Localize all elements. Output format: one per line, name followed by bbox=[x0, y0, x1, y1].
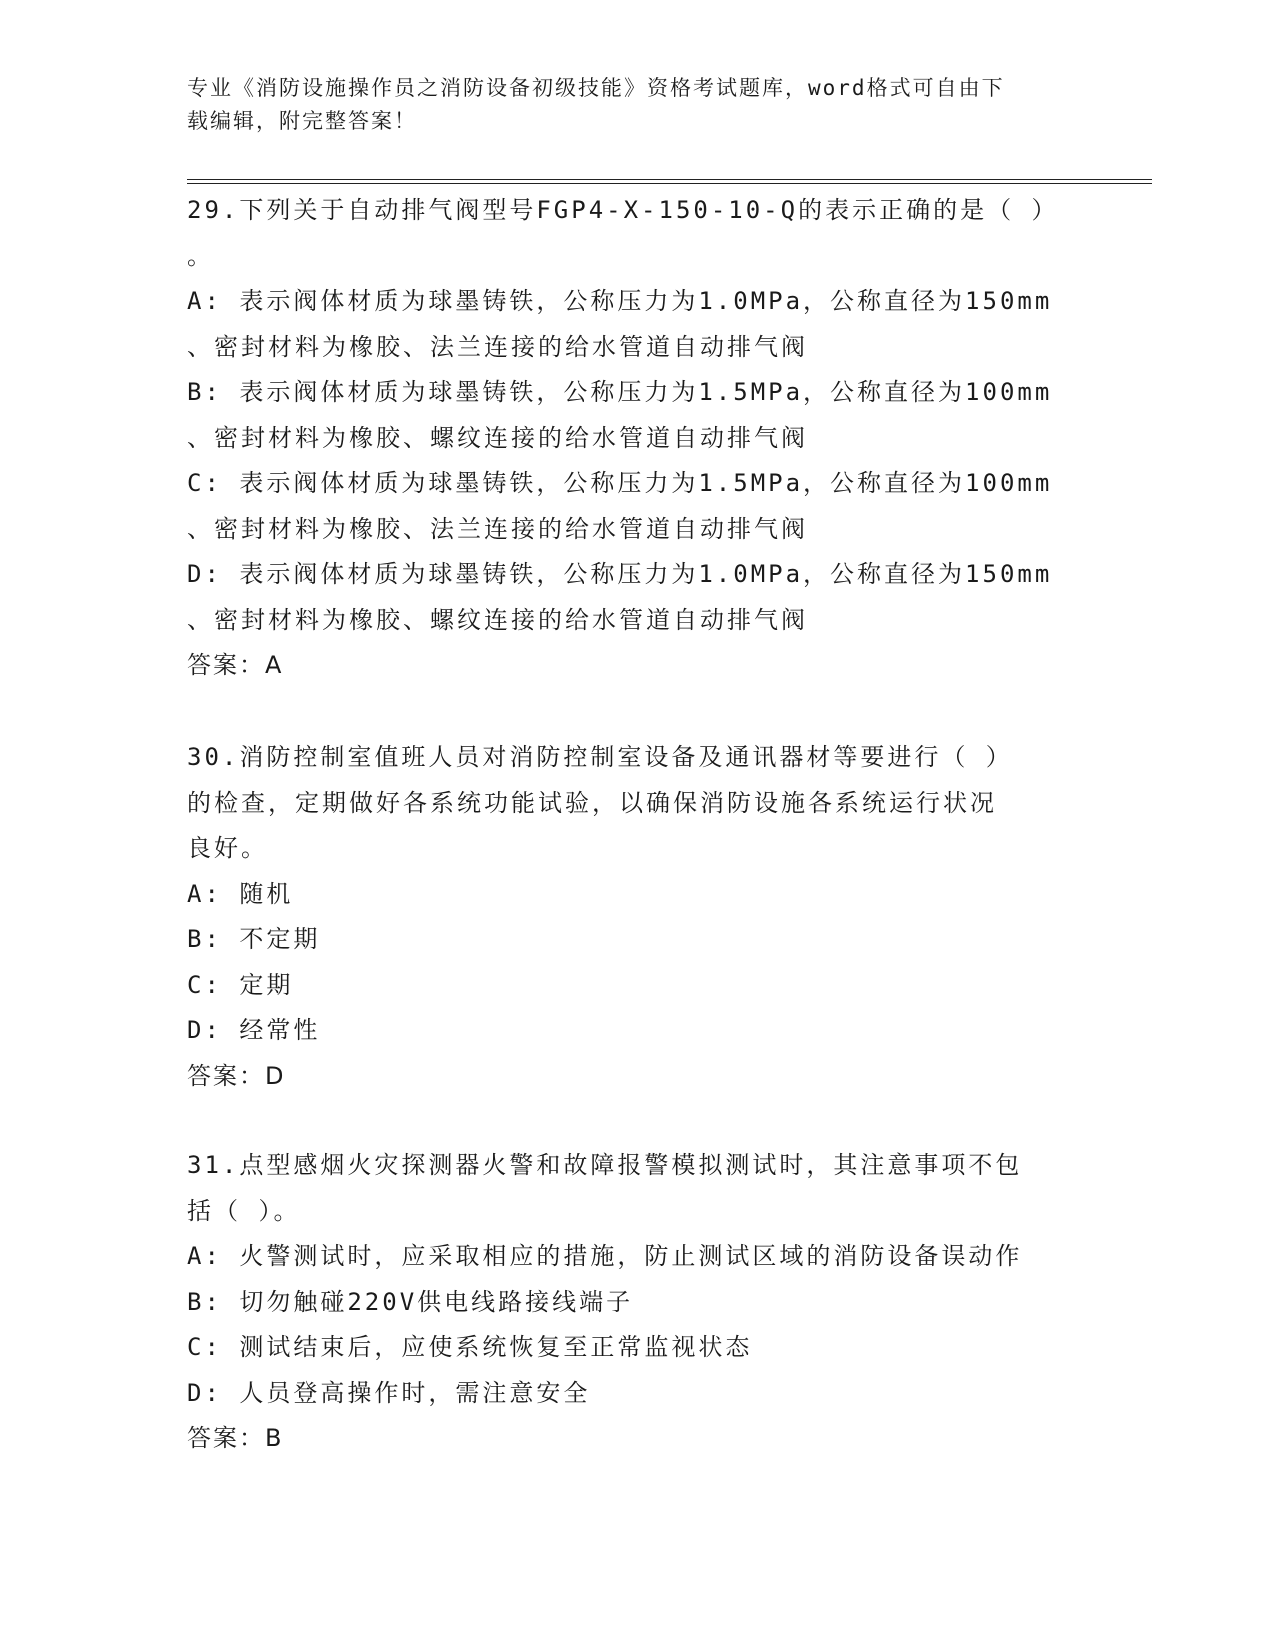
question-stem-line: 31.点型感烟火灾探测器火警和故障报警模拟测试时，其注意事项不包 bbox=[187, 1151, 1023, 1179]
question-stem-line: 括（ ）。 bbox=[187, 1196, 301, 1225]
answer-label: 答案：B bbox=[187, 1424, 284, 1452]
question-stem-line: 29.下列关于自动排气阀型号FGP4-X-150-10-Q的表示正确的是（ ） bbox=[187, 196, 1059, 224]
option-b-line: B: 表示阀体材质为球墨铸铁，公称压力为1.5MPa，公称直径为100mm bbox=[187, 378, 1053, 406]
option-a-line: 、密封材料为橡胶、法兰连接的给水管道自动排气阀 bbox=[187, 332, 808, 361]
option-c-line: C: 测试结束后，应使系统恢复至正常监视状态 bbox=[187, 1333, 753, 1361]
header-line: 载编辑，附完整答案！ bbox=[187, 109, 417, 133]
header-line: 专业《消防设施操作员之消防设备初级技能》资格考试题库，word格式可自由下 bbox=[187, 76, 1005, 100]
option-d-line: D: 人员登高操作时，需注意安全 bbox=[187, 1378, 591, 1407]
question-30 bbox=[187, 735, 1067, 1099]
answer-label: 答案：A bbox=[187, 651, 284, 679]
option-a-line: A: 随机 bbox=[187, 879, 294, 908]
option-a-line: A: 表示阀体材质为球墨铸铁，公称压力为1.0MPa，公称直径为150mm bbox=[187, 287, 1053, 315]
question-stem-line: 。 bbox=[187, 241, 214, 270]
option-d-line: D: 表示阀体材质为球墨铸铁，公称压力为1.0MPa，公称直径为150mm bbox=[187, 560, 1053, 588]
question-29 bbox=[187, 188, 1067, 689]
question-31 bbox=[187, 1143, 1067, 1462]
option-b-line: B: 不定期 bbox=[187, 925, 321, 953]
option-c-line: C: 表示阀体材质为球墨铸铁，公称压力为1.5MPa，公称直径为100mm bbox=[187, 469, 1053, 497]
option-c-line: C: 定期 bbox=[187, 970, 294, 999]
question-stem-line: 良好。 bbox=[187, 834, 268, 862]
option-a-line: A: 火警测试时，应采取相应的措施，防止测试区域的消防设备误动作 bbox=[187, 1242, 1023, 1270]
question-stem-line: 30.消防控制室值班人员对消防控制室设备及通讯器材等要进行（ ） bbox=[187, 743, 1013, 771]
document-header bbox=[187, 72, 1067, 138]
question-stem-line: 的检查，定期做好各系统功能试验，以确保消防设施各系统运行状况 bbox=[187, 788, 997, 817]
option-c-line: 、密封材料为橡胶、法兰连接的给水管道自动排气阀 bbox=[187, 514, 808, 543]
option-b-line: 、密封材料为橡胶、螺纹连接的给水管道自动排气阀 bbox=[187, 423, 808, 452]
option-d-line: D: 经常性 bbox=[187, 1016, 321, 1044]
answer-label: 答案：D bbox=[187, 1061, 286, 1090]
option-d-line: 、密封材料为橡胶、螺纹连接的给水管道自动排气阀 bbox=[187, 605, 808, 634]
header-divider bbox=[187, 179, 1152, 184]
option-b-line: B: 切勿触碰220V供电线路接线端子 bbox=[187, 1287, 634, 1316]
